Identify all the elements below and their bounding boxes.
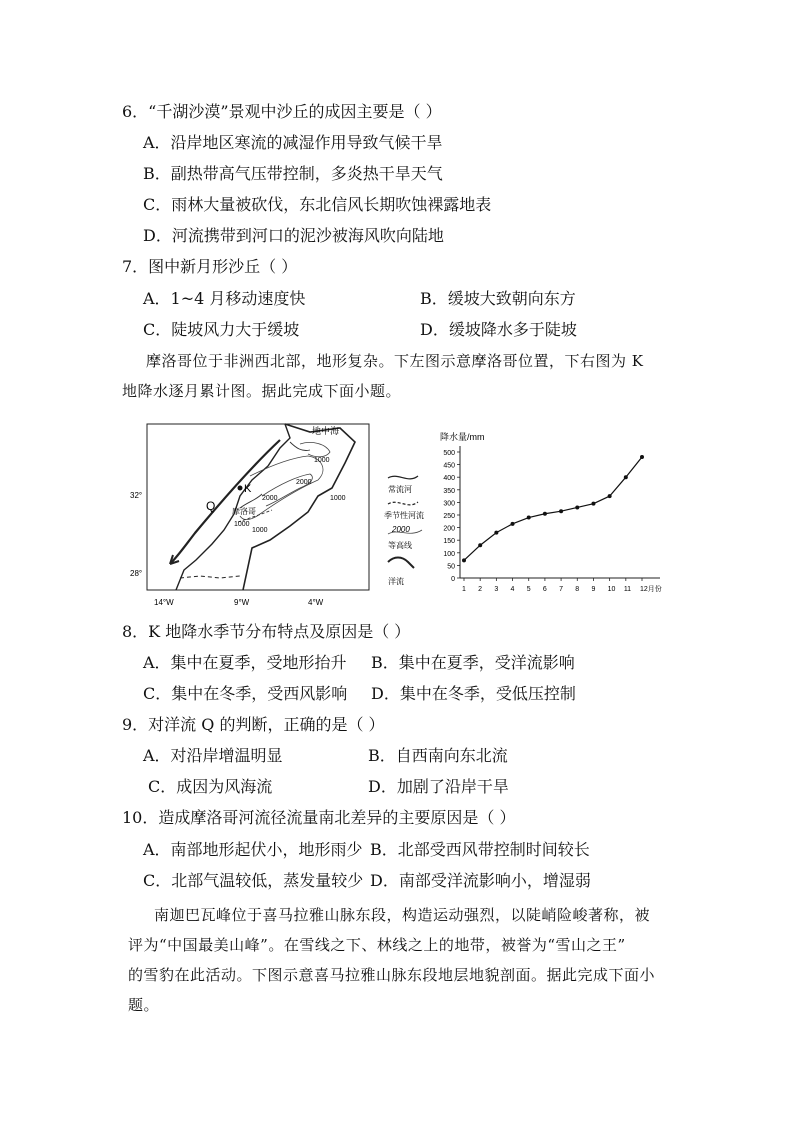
question-7-stem: 7．图中新月形沙丘（ ） xyxy=(122,257,298,276)
k-point-marker xyxy=(238,486,243,491)
data-point xyxy=(478,543,482,547)
y-tick-label: 200 xyxy=(443,525,455,533)
question-6-option-c[interactable]: C．雨林大量被砍伐，东北信风长期吹蚀裸露地表 xyxy=(143,195,492,214)
legend-seasonal-river-symbol xyxy=(388,502,418,505)
y-tick-label: 150 xyxy=(443,538,455,546)
x-tick-label: 9 xyxy=(591,586,596,593)
lon-label-4w: 4°W xyxy=(308,598,324,607)
x-tick-label: 3 xyxy=(494,586,499,593)
question-8-stem: 8．K 地降水季节分布特点及原因是（ ） xyxy=(122,622,411,641)
intro-morocco-line-1: 摩洛哥位于非洲西北部，地形复杂。下左图示意摩洛哥位置，下右图为 K xyxy=(146,352,644,370)
chart-series xyxy=(462,455,644,562)
x-tick-label: 8 xyxy=(575,586,580,593)
data-point xyxy=(591,502,595,506)
x-tick-label: 2 xyxy=(478,586,483,593)
current-q-label: Q xyxy=(206,499,216,513)
intro-namcha-barwa-line-1: 南迦巴瓦峰位于喜马拉雅山脉东段，构造运动强烈，以陡峭险峻著称，被 xyxy=(154,906,651,924)
question-10-option-d[interactable]: D．南部受洋流影响小，增湿弱 xyxy=(370,871,591,890)
data-point xyxy=(640,455,644,459)
country-label: 摩洛哥 xyxy=(232,507,256,516)
intro-namcha-barwa-line-3: 的雪豹在此活动。下图示意喜马拉雅山脉东段地层地貌剖面。据此完成下面小 xyxy=(128,966,656,984)
lon-label-14w: 14°W xyxy=(154,598,174,607)
y-tick-label: 300 xyxy=(443,500,455,508)
question-6-stem: 6．“千湖沙漠”景观中沙丘的成因主要是（ ） xyxy=(122,102,442,121)
precipitation-line xyxy=(464,457,642,560)
legend-river-label: 常流河 xyxy=(388,485,412,494)
data-point xyxy=(608,494,612,498)
data-point xyxy=(559,509,563,513)
contour-label: 2000 xyxy=(262,495,278,502)
river xyxy=(240,494,262,508)
legend-current-symbol xyxy=(388,558,414,569)
x-tick-label: 11 xyxy=(623,586,632,593)
legend-contour-value: 2000 xyxy=(392,525,410,534)
question-10-option-a[interactable]: A．南部地形起伏小，地形雨少 xyxy=(143,840,363,859)
k-label: K xyxy=(244,483,252,495)
intro-morocco-line-2: 地降水逐月累计图。据此完成下面小题。 xyxy=(122,382,402,400)
map-frame xyxy=(147,424,369,590)
contour-label: 2000 xyxy=(296,479,312,486)
contour-line xyxy=(300,442,330,456)
contour-label: 1000 xyxy=(234,521,250,528)
question-7-option-d[interactable]: D．缓坡降水多于陡坡 xyxy=(420,320,577,339)
legend-current-label: 洋流 xyxy=(388,577,404,586)
legend-river-symbol xyxy=(388,476,418,479)
data-point xyxy=(575,505,579,509)
question-9-option-d[interactable]: D．加剧了沿岸干旱 xyxy=(368,777,509,796)
y-tick-label: 50 xyxy=(447,563,455,571)
x-tick-label: 6 xyxy=(542,586,547,593)
question-8-option-c[interactable]: C．集中在冬季，受西风影响 xyxy=(143,684,348,703)
contour-label: 1000 xyxy=(252,527,268,534)
legend-seasonal-river-label: 季节性河流 xyxy=(384,511,424,520)
sea-label: 地中海 xyxy=(312,426,340,436)
lon-label-9w: 9°W xyxy=(234,598,250,607)
lat-label-28: 28° xyxy=(130,569,143,578)
x-tick-label: 1 xyxy=(462,586,466,593)
data-point xyxy=(527,516,531,520)
southern-border-dashed xyxy=(180,576,240,578)
question-9-option-c[interactable]: C．成因为风海流 xyxy=(148,777,273,796)
y-tick-label: 450 xyxy=(443,462,455,470)
question-10-option-b[interactable]: B．北部受西风带控制时间较长 xyxy=(370,840,590,859)
map-legend xyxy=(384,470,436,594)
legend-contour-label: 等高线 xyxy=(388,541,412,550)
chart-y-axis-title: 降水量/mm xyxy=(440,432,485,442)
question-8-option-a[interactable]: A．集中在夏季，受地形抬升 xyxy=(143,653,347,672)
question-9-option-a[interactable]: A．对沿岸增温明显 xyxy=(143,746,283,765)
morocco-map xyxy=(130,418,390,613)
question-6-option-d[interactable]: D．河流携带到河口的泥沙被海风吹向陆地 xyxy=(143,226,444,245)
y-tick-label: 0 xyxy=(451,576,455,583)
y-tick-label: 350 xyxy=(443,487,455,495)
x-tick-label: 12月份 xyxy=(640,586,662,593)
question-9-option-b[interactable]: B．自西南向东北流 xyxy=(368,746,508,765)
data-point xyxy=(543,512,547,516)
question-9-stem: 9．对洋流 Q 的判断，正确的是（ ） xyxy=(122,715,385,734)
question-7-option-c[interactable]: C．陡坡风力大于缓坡 xyxy=(143,320,300,339)
question-8-option-b[interactable]: B．集中在夏季，受洋流影响 xyxy=(371,653,575,672)
data-point xyxy=(511,522,515,526)
x-tick-label: 5 xyxy=(526,586,531,593)
question-7-option-a[interactable]: A．1~4 月移动速度快 xyxy=(143,289,306,308)
y-tick-label: 100 xyxy=(443,550,455,558)
x-tick-label: 10 xyxy=(607,586,616,593)
contour-label: 1000 xyxy=(314,457,330,464)
contour-label: 1000 xyxy=(330,495,346,502)
intro-namcha-barwa-line-4: 题。 xyxy=(128,996,160,1014)
x-tick-label: 7 xyxy=(559,586,563,593)
data-point xyxy=(494,531,498,535)
data-point xyxy=(462,558,466,562)
y-tick-label: 250 xyxy=(443,513,455,520)
data-point xyxy=(624,475,628,479)
question-6-option-b[interactable]: B．副热带高气压带控制，多炎热干旱天气 xyxy=(143,164,443,183)
intro-namcha-barwa-line-2: 评为“中国最美山峰”。在雪线之下、林线之上的地带，被誉为“雪山之王” xyxy=(128,936,626,954)
lat-label-32: 32° xyxy=(130,491,143,500)
y-tick-label: 400 xyxy=(443,475,455,483)
question-7-option-b[interactable]: B．缓坡大致朝向东方 xyxy=(420,289,576,308)
chart-ticks xyxy=(443,450,661,593)
question-6-option-a[interactable]: A．沿岸地区寒流的减湿作用导致气候干旱 xyxy=(143,133,443,152)
ocean-current-q xyxy=(170,440,280,564)
question-8-option-d[interactable]: D．集中在冬季，受低压控制 xyxy=(371,684,576,703)
river xyxy=(290,442,310,451)
y-tick-label: 500 xyxy=(443,450,455,457)
question-10-stem: 10．造成摩洛哥河流径流量南北差异的主要原因是（ ） xyxy=(122,808,516,827)
question-10-option-c[interactable]: C．北部气温较低，蒸发量较少 xyxy=(143,871,364,890)
precipitation-chart xyxy=(434,428,678,600)
x-tick-label: 4 xyxy=(510,586,515,593)
